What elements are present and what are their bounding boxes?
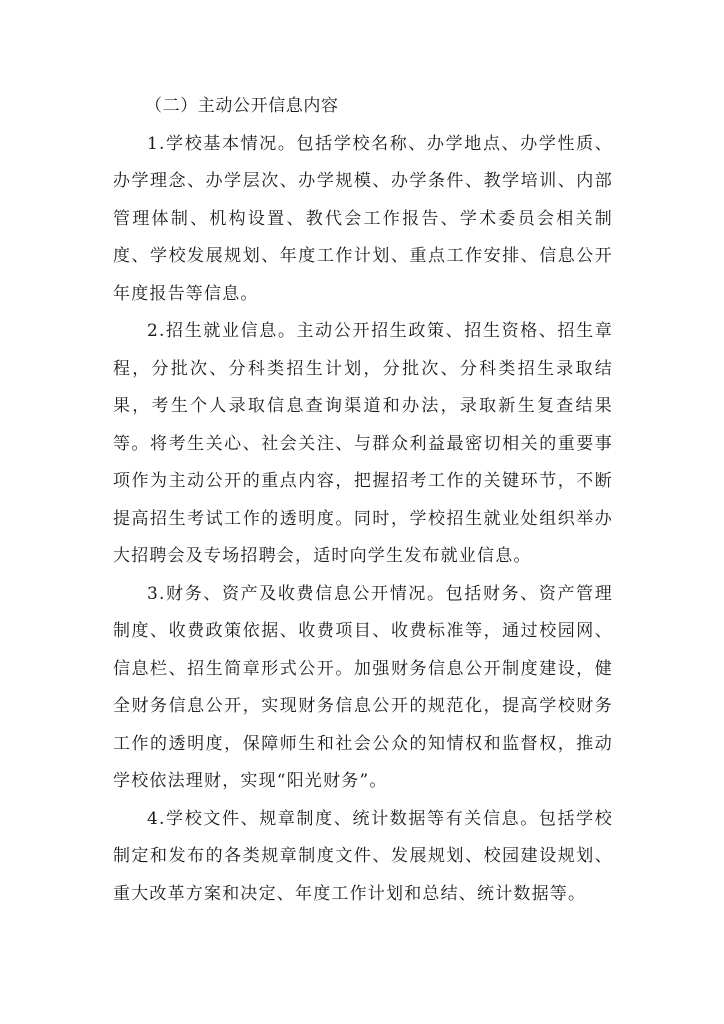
paragraph-documents-regulations: 4.学校文件、规章制度、统计数据等有关信息。包括学校制定和发布的各类规章制度文件、发展规划、校园建设规划、重大改革方案和决定、年度工作计划和总结、统计数据等。: [113, 808, 613, 904]
paragraph-basic-info: 1.学校基本情况。包括学校名称、办学地点、办学性质、办学理念、办学层次、办学规模、办学条件、教学培训、内部管理体制、机构设置、教代会工作报告、学术委员会相关制度、学校发展规划、年度工作计划、重点工作安排、信息公开年度报告等信息。: [113, 133, 613, 304]
section-heading: （二）主动公开信息内容: [145, 96, 339, 116]
paragraph-finance-assets: 3.财务、资产及收费信息公开情况。包括财务、资产管理制度、收费政策依据、收费项目、收费标准等，通过校园网、信息栏、招生简章形式公开。加强财务信息公开制度建设，健全财务信息公开，实现财务信息公开的规范化，提高学校财务工作的透明度，保障师生和社会公众的知情权和监督权，推动学校依法理财，实现“阳光财务”。: [113, 583, 613, 791]
document-body: [113, 88, 613, 913]
paragraph-admission-employment: 2.招生就业信息。主动公开招生政策、招生资格、招生章程，分批次、分科类招生计划，分批次、分科类招生录取结果，考生个人录取信息查询渠道和办法，录取新生复查结果等。将考生关心、社会关注、与群众利益最密切相关的重要事项作为主动公开的重点内容，把握招考工作的关键环节，不断提高招生考试工作的透明度。同时，学校招生就业处组织举办大招聘会及专场招聘会，适时向学生发布就业信息。: [113, 321, 613, 566]
